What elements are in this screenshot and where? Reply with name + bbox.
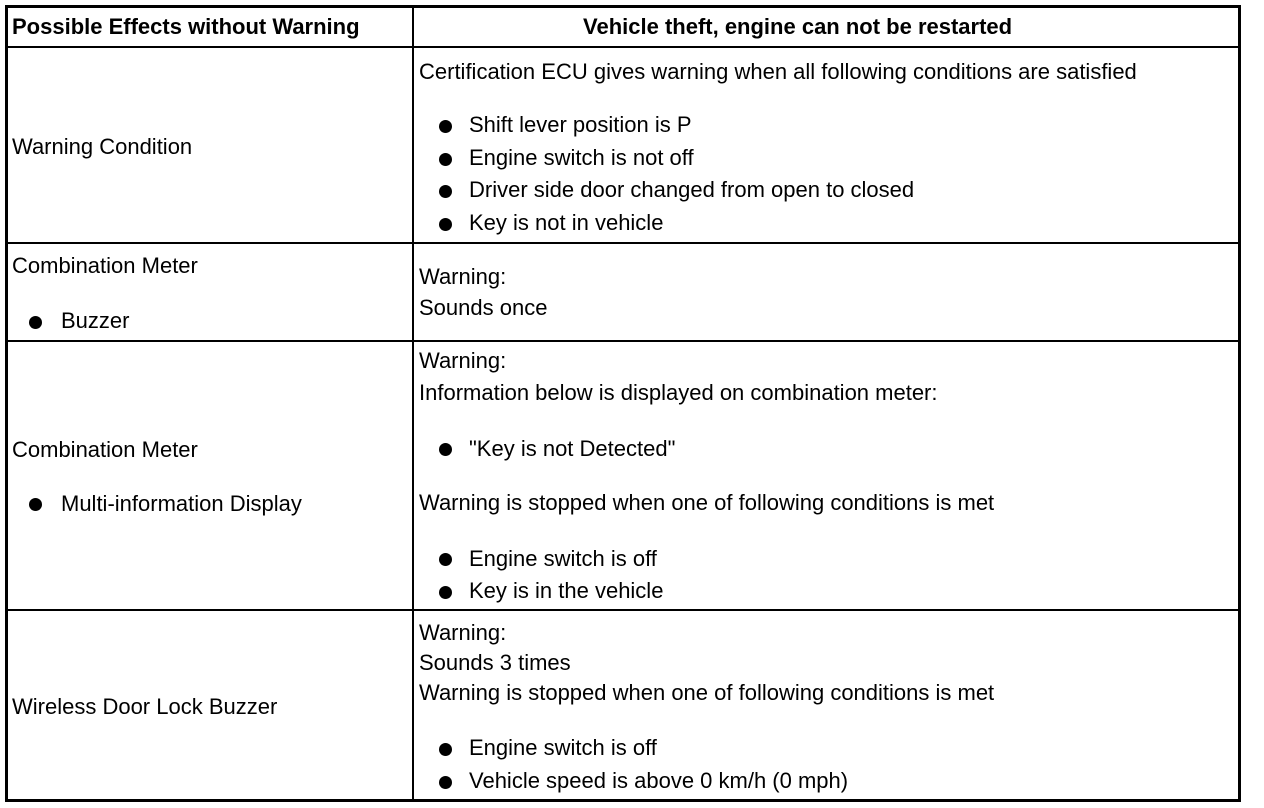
row3-label: Combination Meter [12, 437, 198, 462]
row3-line-1: Warning: [419, 348, 507, 373]
row2-line-1: Warning: [419, 264, 507, 289]
row3-display-bullet: "Key is not Detected" [469, 436, 676, 461]
bullet-icon [29, 316, 42, 329]
header-left: Possible Effects without Warning [12, 14, 360, 39]
row1-bullet-1: Shift lever position is P [469, 112, 692, 137]
bullet-icon [29, 498, 42, 511]
row2-label: Combination Meter [12, 253, 198, 278]
bullet-icon [439, 553, 452, 566]
row4-stop-bullet-1: Engine switch is off [469, 735, 657, 760]
row3-label-bullet: Multi-information Display [61, 491, 302, 516]
row3-stop-bullet-2: Key is in the vehicle [469, 578, 664, 603]
row1-label: Warning Condition [12, 134, 193, 159]
row-divider-header [5, 46, 1241, 48]
bullet-icon [439, 776, 452, 789]
row3-stop-bullet-1: Engine switch is off [469, 546, 657, 571]
bullet-icon [439, 120, 452, 133]
row1-intro: Certification ECU gives warning when all following conditions are satisfied [419, 59, 1137, 84]
bullet-icon [439, 443, 452, 456]
row4-line-3: Warning is stopped when one of following conditions is met [419, 680, 995, 705]
row1-bullet-2: Engine switch is not off [469, 145, 694, 170]
row-divider-1 [5, 242, 1241, 244]
row-divider-3 [5, 609, 1241, 611]
row1-bullet-3: Driver side door changed from open to closed [469, 177, 915, 202]
bullet-icon [439, 586, 452, 599]
bullet-icon [439, 218, 452, 231]
row4-label: Wireless Door Lock Buzzer [12, 694, 278, 719]
row3-line-2: Information below is displayed on combination meter: [419, 380, 938, 405]
row1-bullet-4: Key is not in vehicle [469, 210, 664, 235]
header-right: Vehicle theft, engine can not be restarted [583, 14, 1013, 39]
column-divider [412, 5, 414, 802]
row4-line-2: Sounds 3 times [419, 650, 571, 675]
row3-stop-text: Warning is stopped when one of following conditions is met [419, 490, 995, 515]
bullet-icon [439, 743, 452, 756]
row2-label-bullet: Buzzer [61, 308, 130, 333]
row-divider-2 [5, 340, 1241, 342]
bullet-icon [439, 153, 452, 166]
bullet-icon [439, 185, 452, 198]
row4-stop-bullet-2: Vehicle speed is above 0 km/h (0 mph) [469, 768, 849, 793]
row4-line-1: Warning: [419, 620, 507, 645]
row2-line-2: Sounds once [419, 295, 548, 320]
